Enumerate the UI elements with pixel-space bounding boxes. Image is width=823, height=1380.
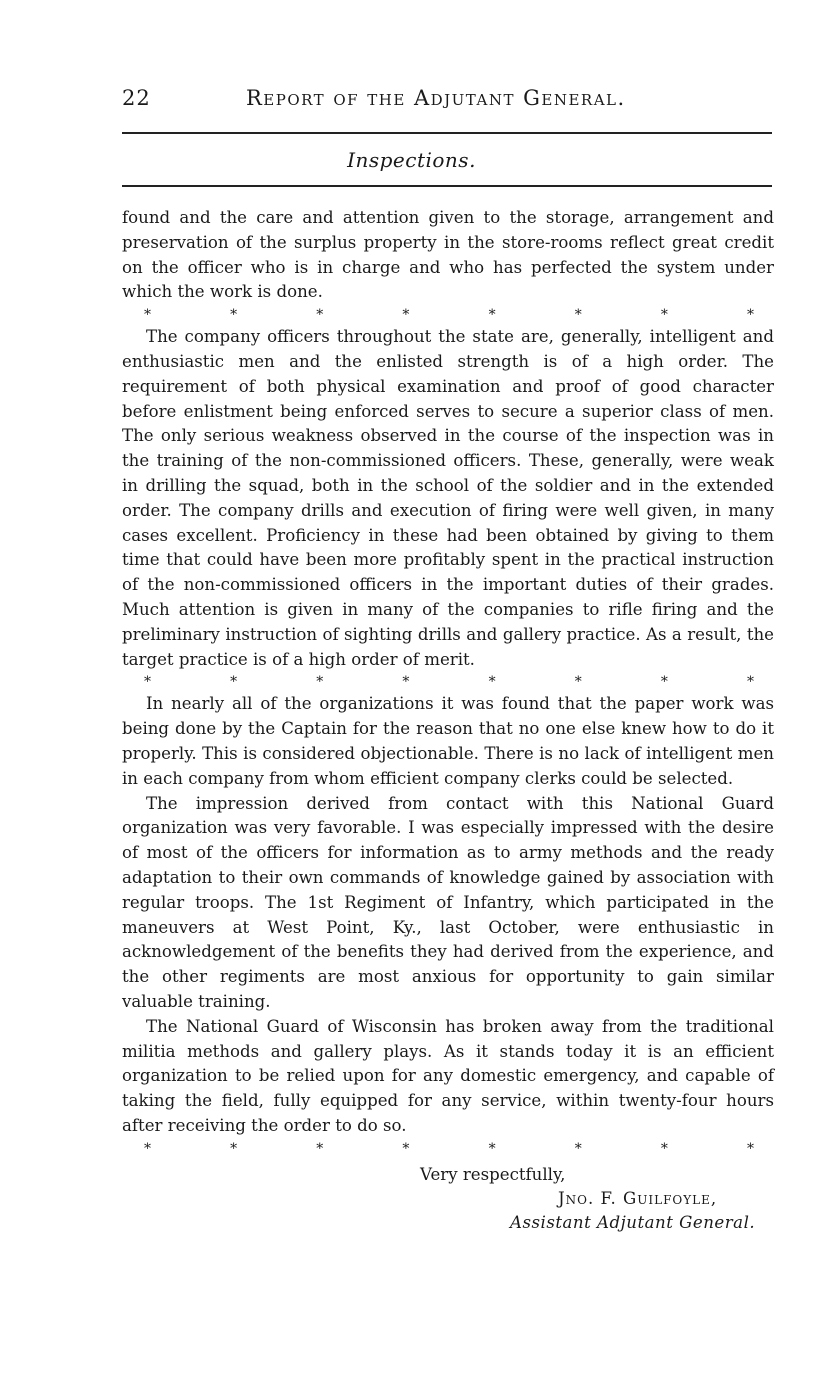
star-mark: * — [660, 307, 668, 324]
star-mark: * — [144, 307, 151, 324]
star-mark: * — [230, 1140, 238, 1157]
star-mark: * — [402, 674, 410, 691]
paragraph-5: The National Guard of Wisconsin has broken away from the traditional militia methods and gallery plays. As it stands today it is an efficient organization to be relied upon for any domestic emergency, and capable of taking the field, fully equipped for any service, within twenty-four hours after receiving the order to do so. — [122, 1016, 774, 1135]
star-mark: * — [316, 674, 324, 691]
star-mark: * — [144, 1140, 151, 1157]
paragraph-4: The impression derived from contact with this National Guard organization was very favorable. I was especially impressed with the desire of most of the officers for information as to army methods and the ready adaptation to their own commands of knowledge gained by association with regular troops. The 1st Regiment of Infantry, which participated in the maneuvers at West Point, Ky., last October, were enthusiastic in acknowledgement of the benefits they had derived from the experience, and the other regiments are most anxious for opportunity to gain similar valuable training. — [122, 793, 774, 1011]
ellipsis-stars-3 — [122, 1139, 774, 1159]
star-mark: * — [144, 674, 151, 691]
paragraph-2: The company officers throughout the state are, generally, intelligent and enthusiastic men and the enlisted strength is of a high order. The requirement of both physical examination and proof of good character before enlistment being enforced serves to secure a superior class of men. The only serious weakness observed in the course of the inspection was in the training of the non-commissioned officers. These, generally, were weak in drilling the squad, both in the school of the soldier and in the extended order. The company drills and execution of firing were well given, in many cases excellent. Proficiency in these had been obtained by giving to them time that could have been more profitably spent in the practical instruction of the non-commissioned officers in the important duties of their grades. Much attention is given in many of the companies to rifle firing and the preliminary instruction of sighting drills and gallery practice. As a result, the target practice is of a high order of merit. — [122, 327, 774, 669]
star-mark: * — [488, 307, 496, 324]
star-mark: * — [660, 1140, 668, 1157]
star-mark: * — [316, 307, 324, 324]
star-mark: * — [746, 674, 754, 691]
star-mark: * — [316, 1140, 324, 1157]
star-mark: * — [230, 674, 238, 691]
star-mark: * — [660, 674, 668, 691]
section-title: Inspections. — [347, 148, 476, 172]
star-mark: * — [574, 1140, 582, 1157]
star-mark: * — [488, 674, 496, 691]
star-mark: * — [230, 307, 238, 324]
star-mark: * — [746, 1140, 754, 1157]
signature-closing: Very respectfully, — [420, 1164, 566, 1184]
bottom-rule — [122, 185, 772, 187]
top-rule — [122, 132, 772, 134]
star-mark: * — [574, 307, 582, 324]
running-title: Report of the Adjutant General. — [246, 86, 626, 110]
page-number: 22 — [122, 86, 151, 110]
signature-name: Jno. F. Guilfoyle, — [558, 1188, 718, 1208]
signature-block — [122, 1163, 774, 1235]
star-mark: * — [402, 307, 410, 324]
star-mark: * — [746, 307, 754, 324]
star-mark: * — [488, 1140, 496, 1157]
star-mark: * — [402, 1140, 410, 1157]
signature-title: Assistant Adjutant General. — [510, 1212, 756, 1232]
body-text — [122, 206, 774, 1235]
ellipsis-stars-2 — [122, 672, 774, 692]
paragraph-1: found and the care and attention given to the storage, arrangement and preservation of the surplus property in the store-rooms reflect great credit on the officer who is in charge and who has perfected the system under which the work is done. — [122, 208, 774, 302]
star-mark: * — [574, 674, 582, 691]
ellipsis-stars-1 — [122, 305, 774, 325]
paragraph-3: In nearly all of the organizations it was found that the paper work was being done by the Captain for the reason that no one else knew how to do it properly. This is considered objectionable. There is no lack of intelligent men in each company from whom efficient company clerks could be selected. — [122, 694, 774, 788]
